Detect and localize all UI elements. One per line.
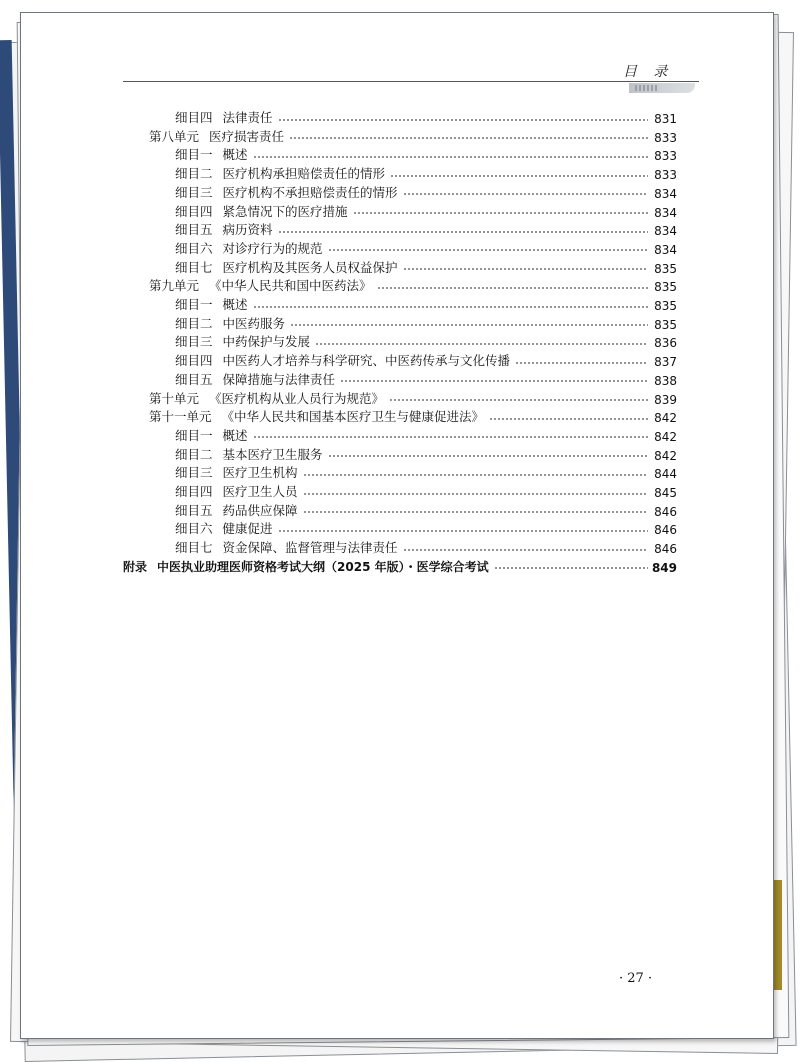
- toc-entry-prefix: 细目二: [175, 446, 213, 462]
- toc-entry-prefix: 细目四: [175, 484, 213, 499]
- dot-leader: [278, 528, 648, 533]
- toc-entry-prefix: 细目六: [175, 240, 213, 256]
- toc-entry-prefix: 细目四: [175, 110, 213, 125]
- toc-entry-prefix: 第九单元: [149, 278, 200, 294]
- toc-entry-title: 中医执业助理医师资格考试大纲（2025 年版）・医学综合考试: [157, 559, 489, 574]
- dot-leader: [390, 173, 648, 178]
- toc-entry-title: 概述: [222, 297, 248, 312]
- toc-entry-page: 831: [654, 112, 677, 126]
- toc-entry-title: 紧急情况下的医疗措施: [222, 203, 348, 219]
- toc-entry-page: 835: [654, 299, 677, 313]
- toc-entry-page: 839: [654, 392, 677, 407]
- toc-entry[interactable]: [149, 127, 677, 145]
- toc-entry-title: 中医药人才培养与科学研究、中医药传承与文化传播: [222, 353, 511, 369]
- toc-entry-prefix: 细目四: [175, 203, 213, 219]
- dot-leader: [253, 154, 648, 159]
- toc-entry-label: [175, 501, 300, 519]
- toc-entry-title: 医疗卫生机构: [222, 465, 298, 481]
- dot-leader: [515, 360, 648, 365]
- toc-entry-page: 834: [654, 242, 677, 257]
- toc-entry-prefix: 细目五: [175, 371, 213, 387]
- dot-leader: [340, 379, 648, 384]
- dot-leader: [278, 229, 648, 234]
- toc-entry-page: 837: [654, 355, 677, 370]
- dot-leader: [303, 491, 648, 496]
- dot-leader: [289, 136, 648, 141]
- toc-entry-page: 842: [654, 411, 677, 426]
- toc-entry-page: 835: [654, 261, 677, 276]
- toc-entry-page: 846: [654, 542, 677, 557]
- toc-entry-label: [149, 389, 386, 407]
- dot-leader: [328, 248, 648, 253]
- page-number: · 27 ·: [619, 971, 653, 986]
- dot-leader: [253, 304, 648, 309]
- toc-entry-label: [175, 519, 275, 537]
- toc-entry-prefix: 细目二: [175, 315, 213, 331]
- toc-entry-page: 833: [654, 149, 677, 164]
- toc-entry-label: [175, 482, 300, 500]
- toc-entry-prefix: 细目三: [175, 184, 213, 200]
- toc-entry-page: 834: [654, 224, 677, 239]
- toc-entry[interactable]: [175, 519, 677, 537]
- toc-entry-title: 药品供应保障: [222, 502, 298, 518]
- dot-leader: [328, 454, 648, 459]
- toc-entry[interactable]: [175, 295, 677, 313]
- dot-leader: [489, 416, 648, 421]
- toc-entry-prefix: 细目四: [175, 353, 213, 369]
- toc-entry[interactable]: [175, 239, 677, 257]
- toc-entry[interactable]: [175, 258, 677, 276]
- toc-entry-page: 835: [654, 317, 677, 332]
- dot-leader: [315, 341, 648, 346]
- toc-entry-prefix: 细目七: [175, 540, 213, 556]
- toc-entry-prefix: 细目六: [175, 521, 213, 537]
- dot-leader: [303, 510, 648, 515]
- header-rule: [123, 81, 699, 82]
- toc-entry-title: 医疗损害责任: [209, 128, 285, 144]
- toc-entry-label: [175, 239, 325, 257]
- toc-entry-page: 834: [654, 205, 677, 220]
- toc-entry-label: [175, 220, 275, 238]
- toc-entry-prefix: 细目七: [175, 259, 213, 275]
- toc-entry-title: 法律责任: [222, 110, 273, 125]
- toc-entry-title: 概述: [222, 147, 248, 163]
- toc-entry-page: 836: [654, 336, 677, 351]
- toc-entry-label: [175, 351, 512, 369]
- toc-entry-label: [149, 407, 486, 425]
- toc-entry-title: 《医疗机构从业人员行为规范》: [209, 390, 385, 406]
- toc-entry-label: [175, 370, 337, 388]
- toc-entry-title: 《中华人民共和国中医药法》: [209, 278, 372, 294]
- toc-entry[interactable]: [175, 332, 677, 350]
- toc-entry[interactable]: [175, 538, 677, 556]
- toc-entry-page: 846: [654, 523, 677, 538]
- toc-entry-label: [175, 445, 325, 463]
- dot-leader: [303, 472, 648, 477]
- toc-entry-page: 849: [651, 560, 677, 575]
- toc-entry-page: 842: [654, 429, 677, 444]
- dot-leader: [353, 211, 648, 216]
- toc-entry-title: 《中华人民共和国基本医疗卫生与健康促进法》: [221, 409, 485, 425]
- toc-entry-prefix: 细目三: [175, 334, 213, 350]
- toc-entry[interactable]: [175, 108, 677, 126]
- toc-entry-prefix: 细目五: [175, 502, 213, 518]
- toc-entry-label: [149, 276, 374, 294]
- toc-entry-prefix: 细目五: [175, 222, 213, 238]
- toc-entry-label: [175, 332, 312, 350]
- toc-entry-label: [175, 463, 300, 481]
- toc-entry[interactable]: [175, 445, 677, 463]
- toc-entry[interactable]: [175, 463, 677, 481]
- toc-entry-prefix: 附录: [123, 559, 148, 574]
- toc-entry-label: [175, 145, 250, 163]
- toc-entry-page: 838: [654, 373, 677, 388]
- toc-entry-page: 846: [654, 504, 677, 519]
- toc-entry-prefix: 细目二: [175, 166, 213, 182]
- toc-entry[interactable]: [149, 389, 677, 407]
- toc-entry-label: [175, 295, 250, 313]
- toc-entry-prefix: 第十单元: [149, 390, 200, 406]
- toc-entry-label: [175, 426, 250, 444]
- toc-entry-page: 842: [654, 448, 677, 463]
- dot-leader: [403, 267, 648, 272]
- toc-entry[interactable]: [175, 202, 677, 220]
- toc-entry-page: 833: [654, 130, 677, 145]
- toc-entry-title: 基本医疗卫生服务: [222, 446, 323, 462]
- toc-entry-page: 835: [654, 280, 677, 295]
- toc-entry-label: [175, 202, 350, 220]
- dot-leader: [494, 566, 648, 571]
- dot-leader: [290, 323, 648, 328]
- toc-entry[interactable]: [175, 220, 677, 238]
- toc-entry-prefix: 第八单元: [149, 128, 200, 144]
- toc-entry-title: 医疗机构承担赔偿责任的情形: [222, 166, 386, 182]
- toc-entry-title: 对诊疗行为的规范: [222, 240, 323, 256]
- toc-entry-label: [175, 183, 400, 201]
- toc-entry[interactable]: [149, 276, 677, 294]
- toc-entry-label: [123, 558, 491, 575]
- toc-entry-title: 健康促进: [222, 521, 273, 537]
- toc-entry-prefix: 细目三: [175, 465, 213, 481]
- toc-entry-label: [175, 538, 400, 556]
- toc-entry-label: [175, 258, 400, 276]
- document-page: [20, 12, 774, 1039]
- dot-leader: [253, 435, 648, 440]
- toc-entry-title: 医疗机构及其医务人员权益保护: [222, 259, 398, 275]
- toc-entry[interactable]: [175, 314, 677, 332]
- toc-entry-prefix: 细目一: [175, 427, 213, 443]
- toc-entry-prefix: 细目一: [175, 297, 213, 312]
- dot-leader: [403, 547, 648, 552]
- page-header-title: 目 录: [623, 64, 674, 80]
- toc-entry-label: [149, 127, 286, 145]
- toc-entry-page: 833: [654, 168, 677, 183]
- toc-entry[interactable]: [175, 426, 677, 444]
- toc-entry-label: [175, 314, 287, 332]
- toc-entry[interactable]: [175, 164, 677, 182]
- toc-entry[interactable]: [175, 370, 677, 388]
- dot-leader: [403, 192, 648, 197]
- toc-entry-prefix: 细目一: [175, 147, 213, 163]
- toc-entry-title: 中医药服务: [222, 315, 286, 331]
- toc-entry[interactable]: [175, 501, 677, 519]
- toc-entry-label: [175, 108, 275, 126]
- toc-entry[interactable]: [175, 482, 677, 500]
- toc-entry-page: 844: [654, 467, 677, 482]
- toc-entry-title: 病历资料: [222, 222, 273, 238]
- dot-leader: [389, 398, 648, 403]
- toc-entry-title: 医疗机构不承担赔偿责任的情形: [222, 184, 398, 200]
- toc-entry-title: 中药保护与发展: [222, 334, 311, 350]
- toc-entry-title: 保障措施与法律责任: [222, 371, 336, 387]
- toc-entry-page: 834: [654, 186, 677, 201]
- dot-leader: [377, 285, 648, 290]
- header-tab-pattern: [635, 85, 657, 91]
- toc-entry-prefix: 第十一单元: [149, 409, 212, 425]
- toc-entry[interactable]: [175, 351, 677, 369]
- toc-entry-page: 845: [654, 486, 677, 500]
- toc-entry[interactable]: [149, 407, 677, 425]
- toc-entry[interactable]: [175, 183, 677, 201]
- toc-entry-label: [175, 164, 387, 182]
- dot-leader: [278, 117, 648, 122]
- toc-entry-title: 医疗卫生人员: [222, 484, 298, 499]
- toc-entry[interactable]: [123, 557, 677, 575]
- toc-entry[interactable]: [175, 145, 677, 163]
- toc-entry-title: 概述: [222, 427, 248, 443]
- toc-entry-title: 资金保障、监督管理与法律责任: [222, 540, 398, 556]
